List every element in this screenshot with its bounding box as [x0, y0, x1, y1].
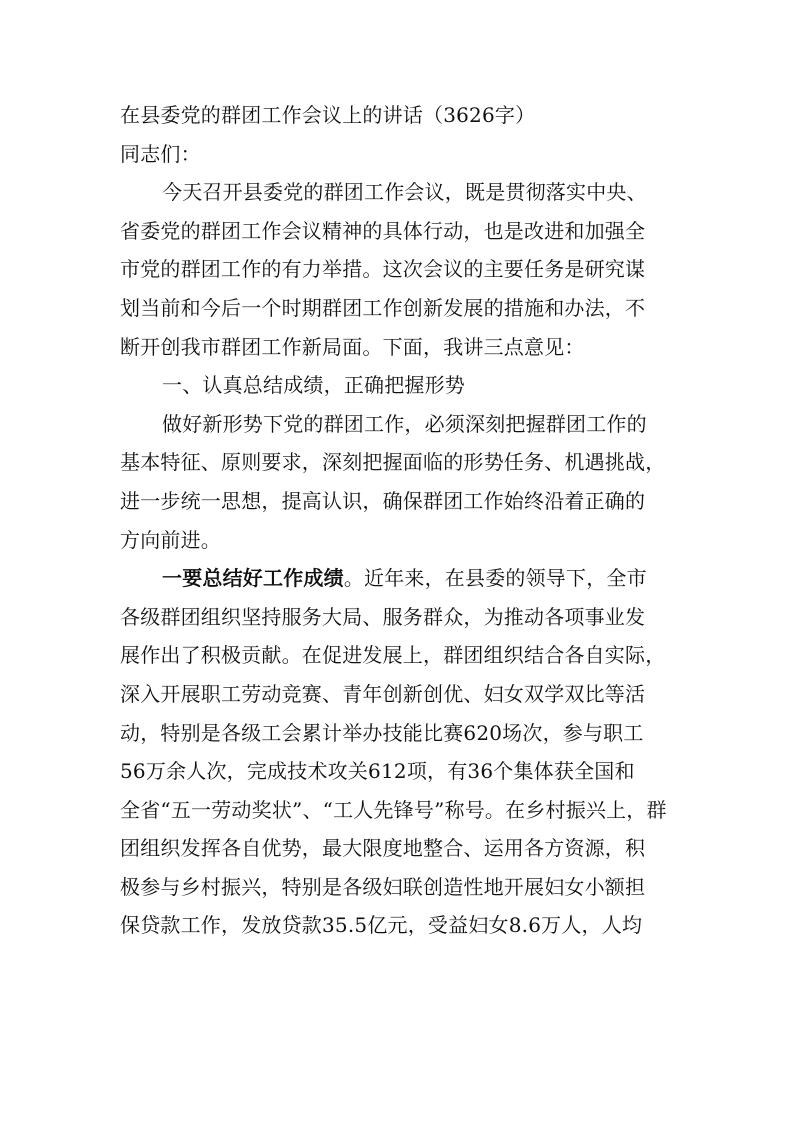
bold-lead: 一要总结好工作成绩 — [162, 566, 344, 591]
paragraph-line: 56万余人次，完成技术攻关612项，有36个集体获全国和 — [120, 759, 635, 784]
paragraph-line: 保贷款工作，发放贷款35.5亿元，受益妇女8.6万人，人均 — [120, 913, 643, 938]
paragraph-line: 进一步统一思想，提高认识，确保群团工作始终沿着正确的 — [120, 488, 646, 513]
paragraph-line: 团组织发挥各自优势，最大限度地整合、运用各方资源，积 — [120, 836, 646, 861]
paragraph-line: 市党的群团工作的有力举措。这次会议的主要任务是研究谋 — [120, 257, 646, 282]
document-body — [120, 96, 680, 945]
paragraph-intro — [120, 173, 680, 366]
paragraph-line: 全省“五一劳动奖状”、“工人先锋号”称号。在乡村振兴上，群 — [120, 797, 667, 822]
paragraph-line: 动，特别是各级工会累计举办技能比赛620场次，参与职工 — [120, 720, 644, 745]
paragraph-line: 断开创我市群团工作新局面。下面，我讲三点意见： — [120, 334, 585, 359]
lead-rest: 。近年来，在县委的领导下，全市 — [343, 566, 647, 591]
paragraph-line: 做好新形势下党的群团工作，必须深刻把握群团工作的 — [162, 411, 647, 436]
paragraph-line: 划当前和今后一个时期群团工作创新发展的措施和办法，不 — [120, 295, 646, 320]
paragraph-line: 方向前进。 — [120, 527, 221, 552]
paragraph-line: 基本特征、原则要求，深刻把握面临的形势任务、机遇挑战， — [120, 450, 666, 475]
document-title: 在县委党的群团工作会议上的讲话（3626字） — [120, 103, 536, 127]
paragraph-line: 省委党的群团工作会议精神的具体行动，也是改进和加强全 — [120, 218, 646, 243]
paragraph-achievements — [120, 559, 680, 945]
paragraph-line — [120, 559, 680, 598]
paragraph-situation — [120, 405, 680, 559]
salutation: 同志们： — [120, 141, 201, 166]
paragraph-line: 各级群团组织坚持服务大局、服务群众，为推动各项事业发 — [120, 604, 646, 629]
paragraph-line: 展作出了积极贡献。在促进发展上，群团组织结合各自实际， — [120, 643, 666, 668]
paragraph-line: 今天召开县委党的群团工作会议，既是贯彻落实中央、 — [162, 180, 647, 205]
paragraph-line: 极参与乡村振兴，特别是各级妇联创造性地开展妇女小额担 — [120, 874, 646, 899]
section-heading: 一、认真总结成绩，正确把握形势 — [162, 373, 465, 398]
paragraph-line: 深入开展职工劳动竞赛、青年创新创优、妇女双学双比等活 — [120, 681, 646, 706]
